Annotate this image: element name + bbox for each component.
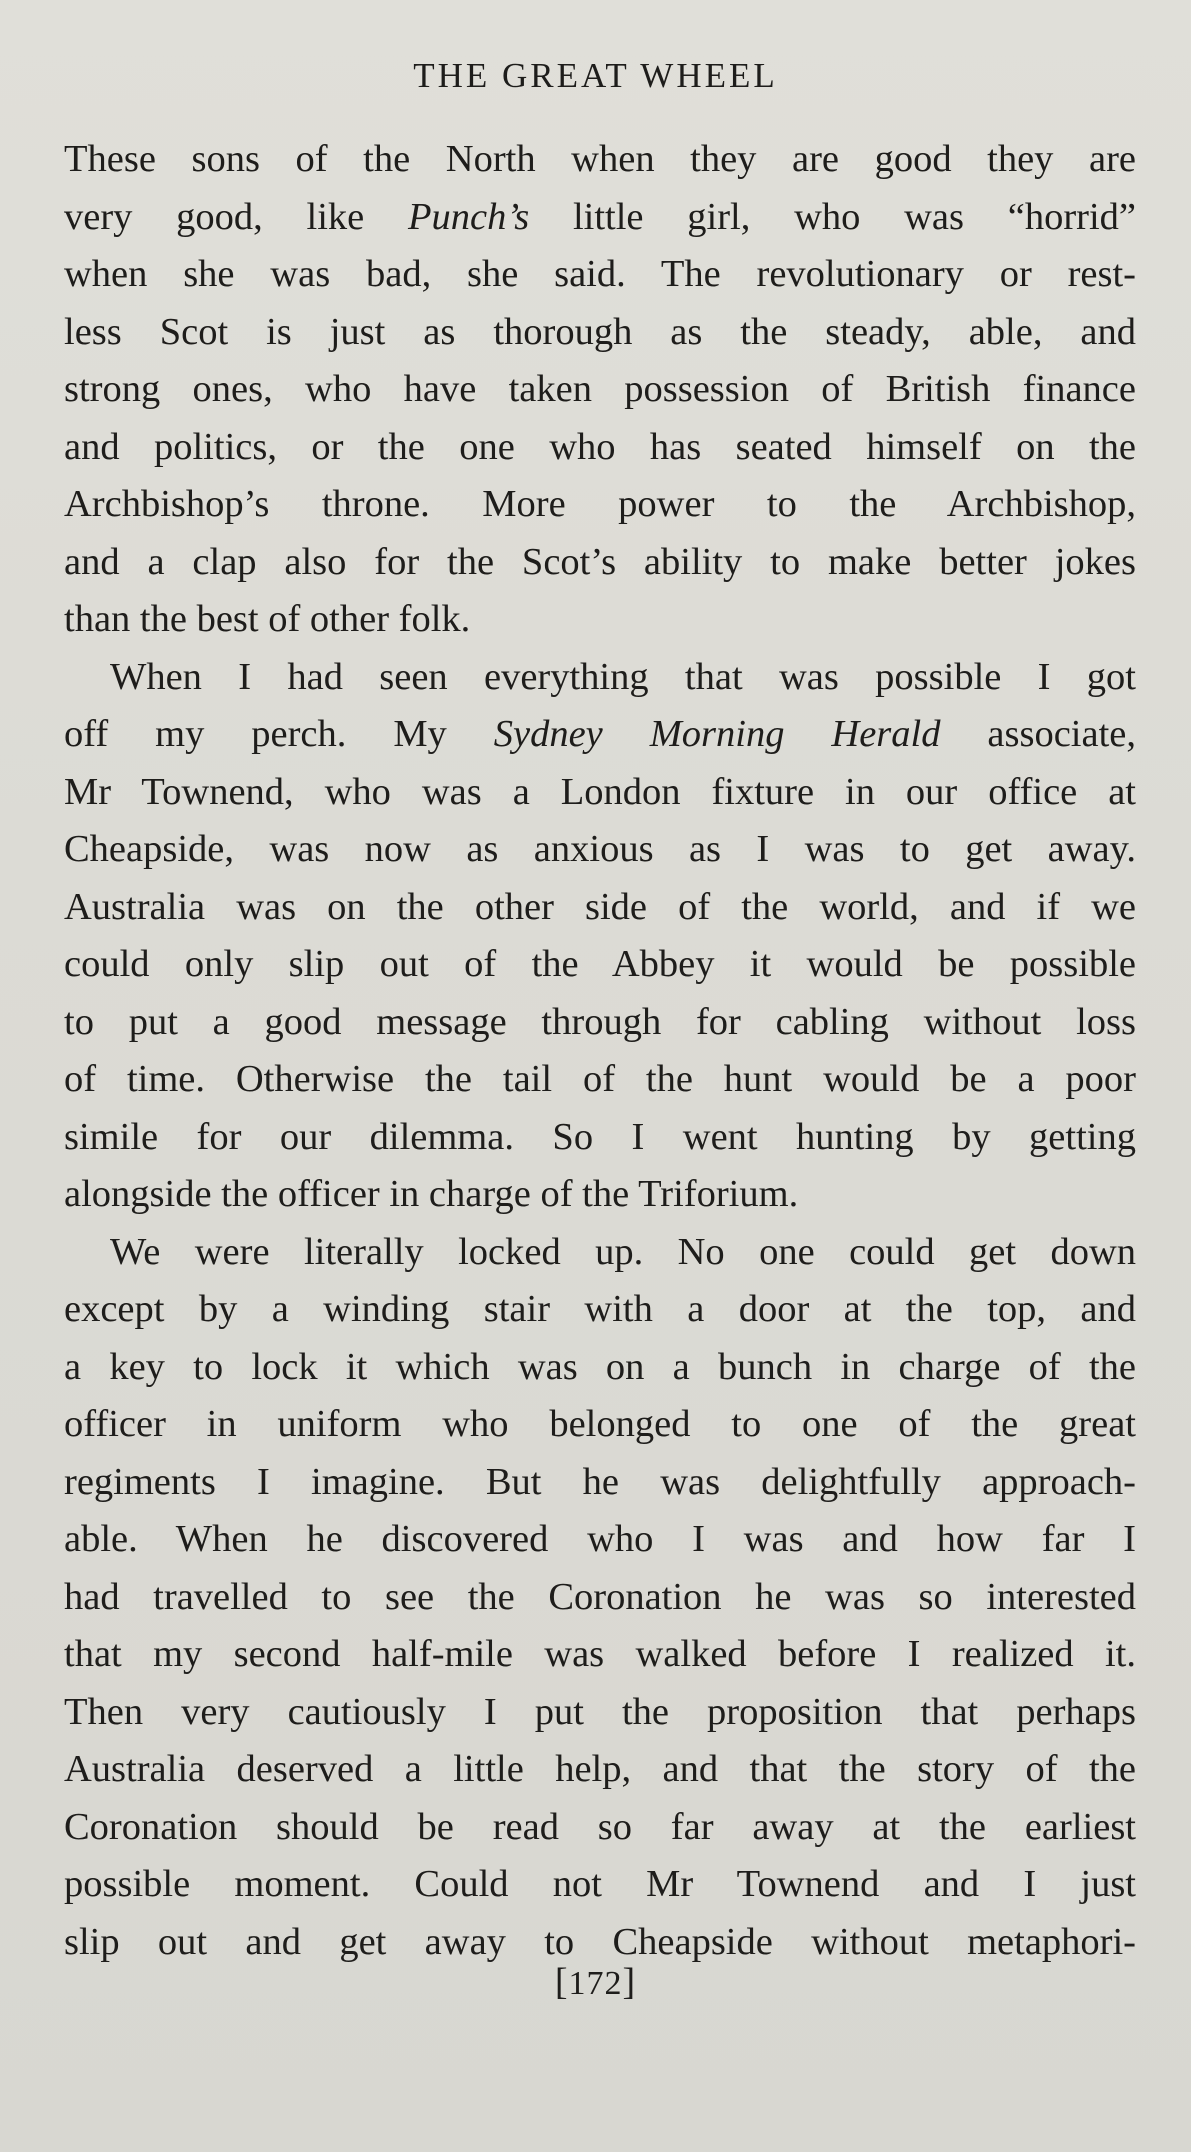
text-run: less Scot is just as thorough as the steady, able, and (64, 310, 1136, 353)
text-line (64, 1626, 1136, 1684)
text-line (64, 1109, 1136, 1167)
text-line (64, 764, 1136, 822)
text-run: possible moment. Could not Mr Townend and I just (64, 1863, 1136, 1905)
text-run: able. When he discovered who I was and how far I (64, 1518, 1136, 1560)
text-line (64, 1569, 1136, 1627)
text-line (64, 1396, 1136, 1454)
text-line (64, 246, 1136, 304)
text-run: We were literally locked up. No one could get down (110, 1230, 1136, 1273)
text-line (64, 419, 1136, 477)
text-line (64, 1166, 1136, 1224)
text-run: could only slip out of the Abbey it would be possible (64, 943, 1136, 985)
text-line (64, 1051, 1136, 1109)
text-run: Then very cautiously I put the proposition that perhaps (64, 1690, 1136, 1733)
text-run: and politics, or the one who has seated himself on the (64, 425, 1136, 468)
text-line (64, 936, 1136, 994)
text-line (64, 821, 1136, 879)
text-line (64, 649, 1136, 707)
text-line (64, 304, 1136, 362)
italic-title: Punch’s (408, 195, 530, 238)
text-run: very good, like (64, 195, 408, 238)
text-run: When I had seen everything that was possible I got (110, 655, 1136, 698)
text-run: off my perch. My (64, 713, 494, 755)
text-run: and a clap also for the Scot’s ability to make better jokes (64, 540, 1136, 583)
italic-title: Sydney Morning Herald (493, 713, 941, 755)
text-run: a key to lock it which was on a bunch in charge of the (64, 1345, 1136, 1388)
text-line (64, 534, 1136, 592)
folio-open-bracket: [ (554, 1961, 569, 2003)
text-line (64, 1684, 1136, 1742)
paragraph (64, 1224, 1136, 1972)
body-text (64, 131, 1136, 1971)
text-run: Coronation should be read so far away at the earliest (64, 1805, 1136, 1848)
paragraph (64, 649, 1136, 1224)
text-run: to put a good message through for cabling without loss (64, 1000, 1136, 1043)
text-run: of time. Otherwise the tail of the hunt would be a poor (64, 1058, 1136, 1100)
text-run: Mr Townend, who was a London fixture in our office at (64, 770, 1136, 813)
text-line (64, 706, 1136, 764)
text-line (64, 1454, 1136, 1512)
text-run: Australia deserved a little help, and that the story of the (64, 1748, 1136, 1790)
text-run: Archbishop’s throne. More power to the Archbishop, (64, 483, 1136, 525)
page-number (0, 1960, 1191, 2006)
text-run: Cheapside, was now as anxious as I was to get away. (64, 828, 1136, 870)
text-run: when she was bad, she said. The revolutionary or rest- (64, 253, 1136, 295)
text-run: except by a winding stair with a door at the top, and (64, 1288, 1136, 1330)
text-line (64, 1856, 1136, 1914)
text-line (64, 189, 1136, 247)
text-line (64, 879, 1136, 937)
text-run: that my second half-mile was walked before I realized it. (64, 1633, 1136, 1675)
text-line (64, 1799, 1136, 1857)
text-line (64, 476, 1136, 534)
text-line (64, 1224, 1136, 1282)
running-head: THE GREAT WHEEL (413, 56, 778, 95)
text-run: had travelled to see the Coronation he was so interested (64, 1575, 1136, 1618)
folio-number: 172 (568, 1965, 623, 2002)
text-line (64, 1281, 1136, 1339)
text-line (64, 361, 1136, 419)
text-line (64, 1339, 1136, 1397)
text-run: simile for our dilemma. So I went hunting by getting (64, 1115, 1136, 1158)
text-line (64, 1511, 1136, 1569)
folio-close-bracket: ] (622, 1961, 637, 2003)
text-run: little girl, who was “horrid” (529, 195, 1136, 238)
text-run: These sons of the North when they are good they are (64, 138, 1136, 180)
text-run: than the best of other folk. (64, 598, 471, 640)
text-run: alongside the officer in charge of the Triforium. (64, 1173, 799, 1215)
text-run: strong ones, who have taken possession of British finance (64, 368, 1136, 410)
text-run: slip out and get away to Cheapside without metaphori- (64, 1920, 1136, 1963)
text-line (64, 1741, 1136, 1799)
text-run: Australia was on the other side of the world, and if we (64, 885, 1136, 928)
paragraph (64, 131, 1136, 649)
text-line (64, 994, 1136, 1052)
text-run: regiments I imagine. But he was delightfully approach- (64, 1460, 1136, 1503)
text-line (64, 131, 1136, 189)
text-run: officer in uniform who belonged to one of the great (64, 1403, 1136, 1445)
text-run: associate, (940, 713, 1136, 755)
text-line (64, 591, 1136, 649)
